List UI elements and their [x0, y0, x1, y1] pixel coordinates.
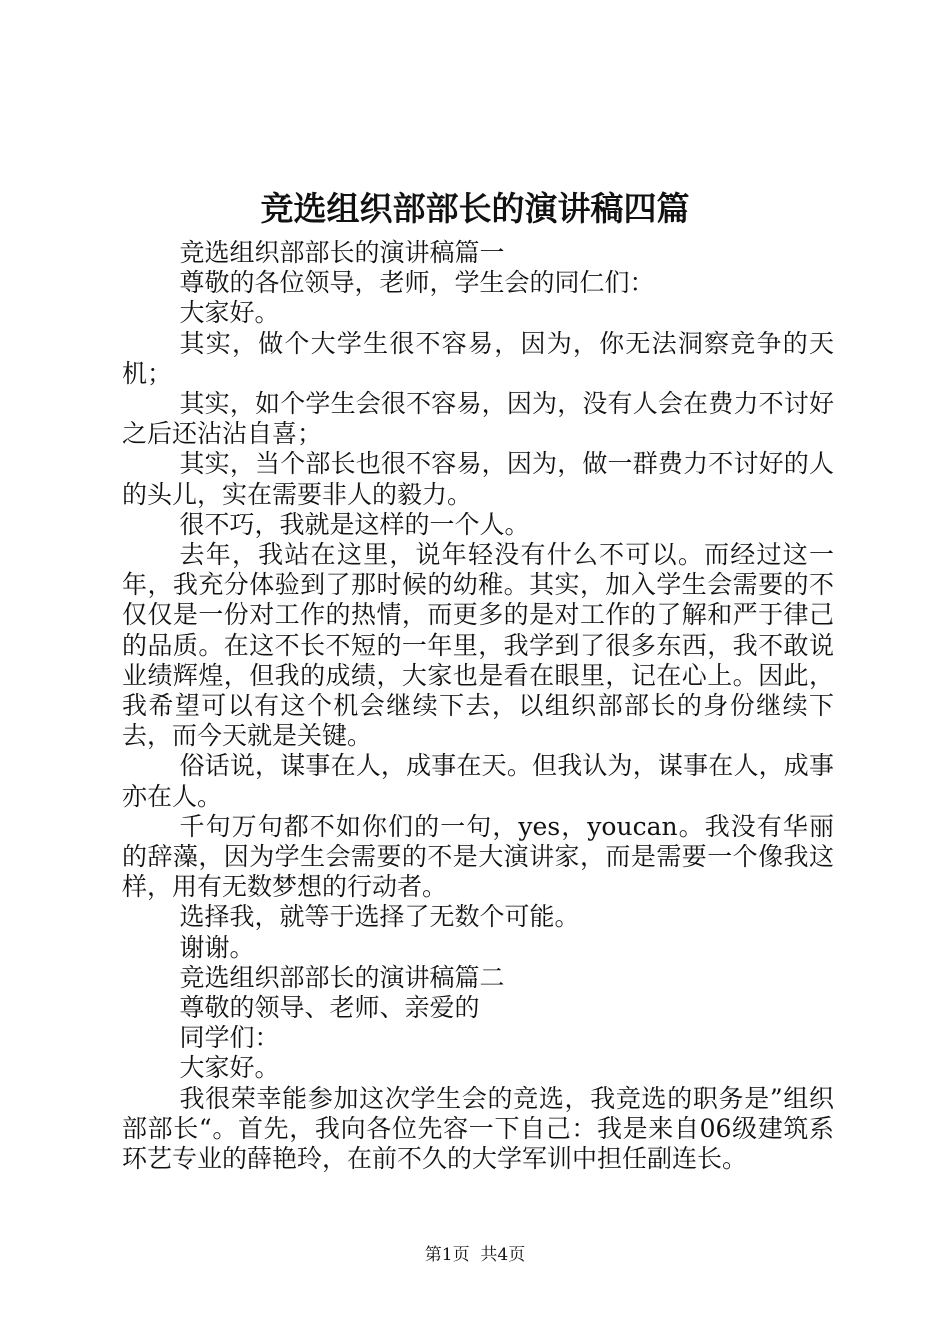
- paragraph: 大家好。: [179, 298, 280, 328]
- paragraph: 尊敬的领导、老师、亲爱的: [179, 993, 480, 1023]
- paragraph: 同学们：: [179, 1023, 280, 1053]
- page-footer: 第1页 共4页: [424, 1245, 526, 1265]
- paragraph: 尊敬的各位领导，老师，学生会的同仁们：: [179, 268, 655, 298]
- paragraph: 俗话说，谋事在人，成事在天。但我认为，谋事在人，成事亦在人。: [122, 751, 834, 811]
- paragraph: 竞选组织部部长的演讲稿篇二: [179, 962, 505, 992]
- paragraph: 大家好。: [179, 1053, 280, 1083]
- paragraph: 选择我，就等于选择了无数个可能。: [179, 902, 580, 932]
- paragraph: 其实，当个部长也很不容易，因为，做一群费力不讨好的人的头儿，实在需要非人的毅力。: [122, 449, 834, 509]
- paragraph: 去年，我站在这里，说年轻没有什么不可以。而经过这一年，我充分体验到了那时候的幼稚。其实，加入学生会需要的不仅仅是一份对工作的热情，而更多的是对工作的了解和严于律己的品质。在这不长不短的一年里，我学到了很多东西，我不敢说业绩辉煌，但我的成绩，大家也是看在眼里，记在心上。因此，我希望可以有这个机会继续下去，以组织部部长的身份继续下去，而今天就是关键。: [122, 540, 834, 751]
- document-body: [122, 238, 834, 1174]
- paragraph: 我很荣幸能参加这次学生会的竞选，我竞选的职务是”组织部部长“。首先，我向各位先容一下自己：我是来自06级建筑系环艺专业的薛艳玲，在前不久的大学军训中担任副连长。: [122, 1083, 834, 1174]
- paragraph: 竞选组织部部长的演讲稿篇一: [179, 238, 505, 267]
- paragraph: 千句万句都不如你们的一句，yes，youcan。我没有华丽的辞藻，因为学生会需要的不是大演讲家，而是需要一个像我这样，用有无数梦想的行动者。: [122, 811, 834, 902]
- document-title: 竞选组织部部长的演讲稿四篇: [260, 189, 690, 228]
- paragraph: 其实，如个学生会很不容易，因为，没有人会在费力不讨好之后还沾沾自喜；: [122, 389, 834, 449]
- paragraph: 很不巧，我就是这样的一个人。: [179, 509, 530, 539]
- paragraph: 其实，做个大学生很不容易，因为，你无法洞察竞争的天机；: [122, 328, 834, 388]
- paragraph: 谢谢。: [179, 932, 255, 962]
